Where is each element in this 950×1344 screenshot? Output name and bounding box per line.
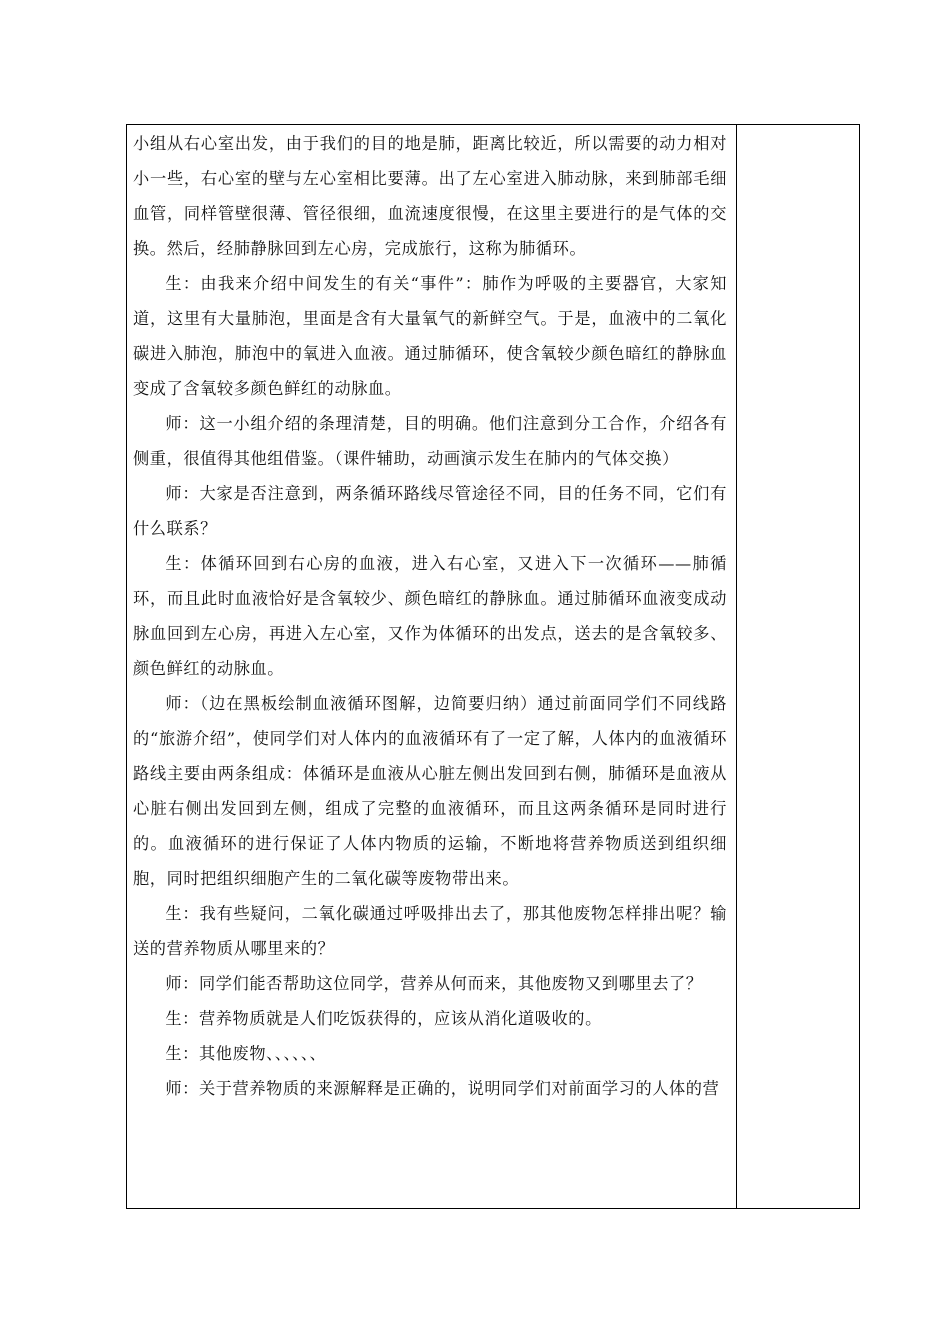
paragraph-6: 师：（边在黑板绘制血液循环图解，边简要归纳）通过前面同学们不同线路的“旅游介绍”，使同学们对人体内的血液循环有了一定了解，人体内的血液循环路线主要由两条组成：体循环是血液从心脏左侧出发回到右侧，肺循环是血液从心脏右侧出发回到左侧，组成了完整的血液循环，而且这两条循环是同时进行的。血液循环的进行保证了人体内物质的运输，不断地将营养物质送到组织细胞，同时把组织细胞产生的二氧化碳等废物带出来。 bbox=[133, 694, 727, 888]
notes-cell bbox=[737, 125, 859, 1208]
paragraph-5: 生：体循环回到右心房的血液，进入右心室，又进入下一次循环——肺循环，而且此时血液恰好是含氧较少、颜色暗红的静脉血。通过肺循环血液变成动脉血回到左心房，再进入左心室，又作为体循环的出发点，送去的是含氧较多、颜色鲜红的动脉血。 bbox=[133, 554, 727, 678]
paragraph-11: 师：关于营养物质的来源解释是正确的，说明同学们对前面学习的人体的营 bbox=[165, 1079, 720, 1098]
paragraph-9: 生：营养物质就是人们吃饭获得的，应该从消化道吸收的。 bbox=[165, 1009, 602, 1028]
paragraph-8: 师：同学们能否帮助这位同学，营养从何而来，其他废物又到哪里去了？ bbox=[165, 974, 703, 993]
lesson-table bbox=[126, 124, 860, 1209]
lesson-content-cell bbox=[127, 125, 737, 1208]
paragraph-3: 师：这一小组介绍的条理清楚，目的明确。他们注意到分工合作，介绍各有侧重，很值得其他组借鉴。（课件辅助，动画演示发生在肺内的气体交换） bbox=[133, 414, 727, 468]
paragraph-7: 生：我有些疑问，二氧化碳通过呼吸排出去了，那其他废物怎样排出呢？输送的营养物质从哪里来的？ bbox=[133, 904, 727, 958]
paragraph-4: 师：大家是否注意到，两条循环路线尽管途径不同，目的任务不同，它们有什么联系？ bbox=[133, 484, 727, 538]
paragraph-1: 小组从右心室出发，由于我们的目的地是肺，距离比较近，所以需要的动力相对小一些，右心室的壁与左心室相比要薄。出了左心室进入肺动脉，来到肺部毛细血管，同样管壁很薄、管径很细，血流速度很慢，在这里主要进行的是气体的交换。然后，经肺静脉回到左心房，完成旅行，这称为肺循环。 bbox=[133, 134, 727, 258]
paragraph-10: 生：其他废物、、、、、、 bbox=[165, 1044, 327, 1063]
paragraph-2: 生：由我来介绍中间发生的有关“事件”：肺作为呼吸的主要器官，大家知道，这里有大量肺泡，里面是含有大量氧气的新鲜空气。于是，血液中的二氧化碳进入肺泡，肺泡中的氧进入血液。通过肺循环，使含氧较少颜色暗红的静脉血变成了含氧较多颜色鲜红的动脉血。 bbox=[133, 274, 727, 398]
lesson-text bbox=[133, 125, 727, 1106]
